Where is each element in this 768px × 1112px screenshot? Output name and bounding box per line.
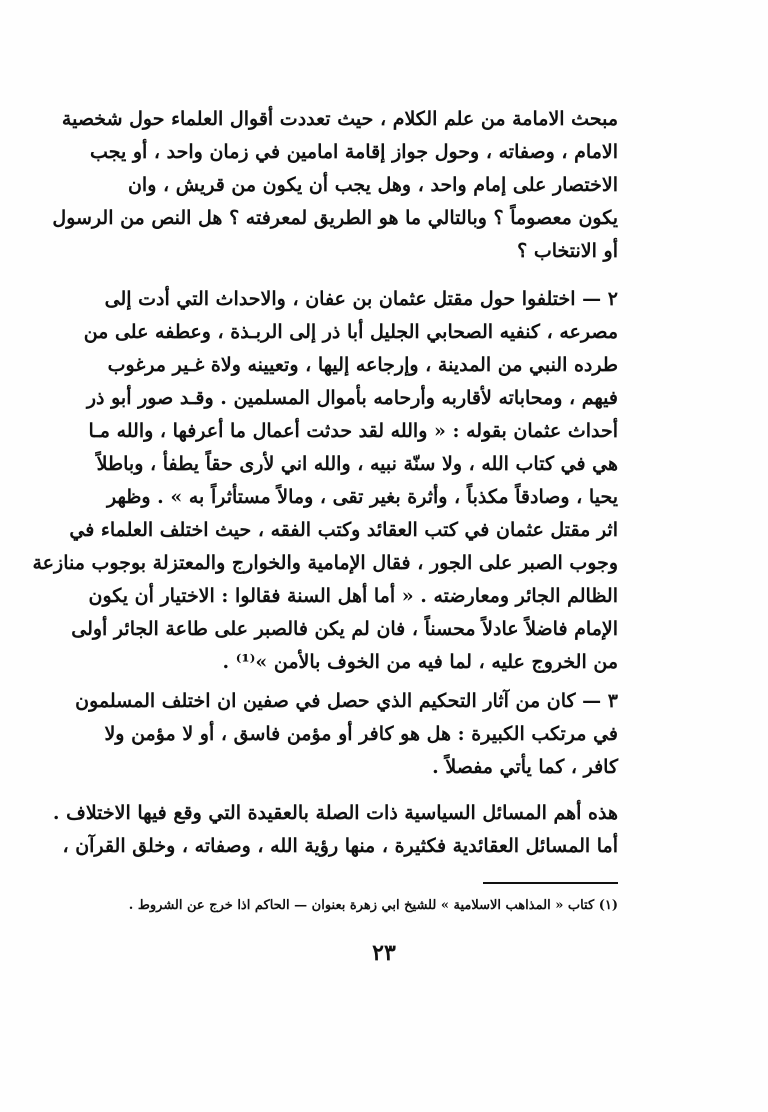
text-line: كافر ، كما يأتي مفصلاً . <box>432 756 618 778</box>
paragraph-arbitration <box>75 685 618 784</box>
text-line: أما المسائل العقائدية فكثيرة ، منها رؤية الله ، وصفاته ، وخلق القرآن ، <box>62 835 618 857</box>
text-line: ٢ — اختلفوا حول مقتل عثمان بن عفان ، والاحداث التي أدت إلى <box>104 288 618 310</box>
text-line: هي في كتاب الله ، ولا سنّة نبيه ، والله اني لأرى حقاً يطفأ ، وباطلاً <box>96 453 618 475</box>
text-line: يحيا ، وصادقاً مكذباً ، وأثرة بغير تقى ، ومالاً مستأثراً به » . وظهر <box>107 486 618 508</box>
text-line: فيهم ، ومحاباته لأقاربه وأرحامه بأموال المسلمين . وقـد صور أبو ذر <box>86 387 618 409</box>
text-line: مصرعه ، كنفيه الصحابي الجليل أبا ذر إلى الربـذة ، وعطفه على من <box>83 321 618 343</box>
text-line: الإمام فاضلاً عادلاً محسناً ، فان لم يكن فالصبر على طاعة الجائر أولى <box>71 618 618 640</box>
text-line: الاختصار على إمام واحد ، وهل يجب أن يكون من قريش ، وان <box>127 174 618 196</box>
text-line: الظالم الجائر ومعارضته . « أما أهل السنة فقالوا : الاختيار أن يكون <box>88 585 618 607</box>
page-number: ٢٣ <box>372 940 396 966</box>
text-line: طرده النبي من المدينة ، وإرجاعه إليها ، وتعيينه ولاة غـير مرغوب <box>107 354 618 376</box>
text-line: وجوب الصبر على الجور ، فقال الإمامية والخوارج والمعتزلة بوجوب منازعة <box>32 552 618 574</box>
text-line: يكون معصوماً ؟ وبالتالي ما هو الطريق لمعرفته ؟ هل النص من الرسول <box>52 207 618 229</box>
footnote: (١) كتاب « المذاهب الاسلامية » للشيخ ابي زهرة بعنوان — الحاكم اذا خرج عن الشروط . <box>128 898 618 913</box>
paragraph-summary <box>52 797 618 863</box>
text-line: هذه أهم المسائل السياسية ذات الصلة بالعقيدة التي وقع فيها الاختلاف . <box>52 802 618 824</box>
text-line: أحداث عثمان بقوله : « والله لقد حدثت أعمال ما أعرفها ، والله مـا <box>88 420 618 442</box>
text-line: في مرتكب الكبيرة : هل هو كافر أو مؤمن فاسق ، أو لا مؤمن ولا <box>104 723 618 745</box>
paragraph-uthman <box>32 283 618 679</box>
text-line: أو الانتخاب ؟ <box>517 240 618 262</box>
text-line: من الخروج عليه ، لما فيه من الخوف بالأمن »⁽¹⁾ . <box>222 651 618 673</box>
text-line: الامام ، وصفاته ، وحول جواز إقامة امامين في زمان واحد ، أو يجب <box>90 141 618 163</box>
footnote-separator <box>483 882 618 884</box>
text-line: ٣ — كان من آثار التحكيم الذي حصل في صفين ان اختلف المسلمون <box>75 690 618 712</box>
text-line: مبحث الامامة من علم الكلام ، حيث تعددت أقوال العلماء حول شخصية <box>61 108 618 130</box>
paragraph-imamate <box>52 103 618 268</box>
text-line: اثر مقتل عثمان في كتب العقائد وكتب الفقه ، حيث اختلف العلماء في <box>69 519 618 541</box>
